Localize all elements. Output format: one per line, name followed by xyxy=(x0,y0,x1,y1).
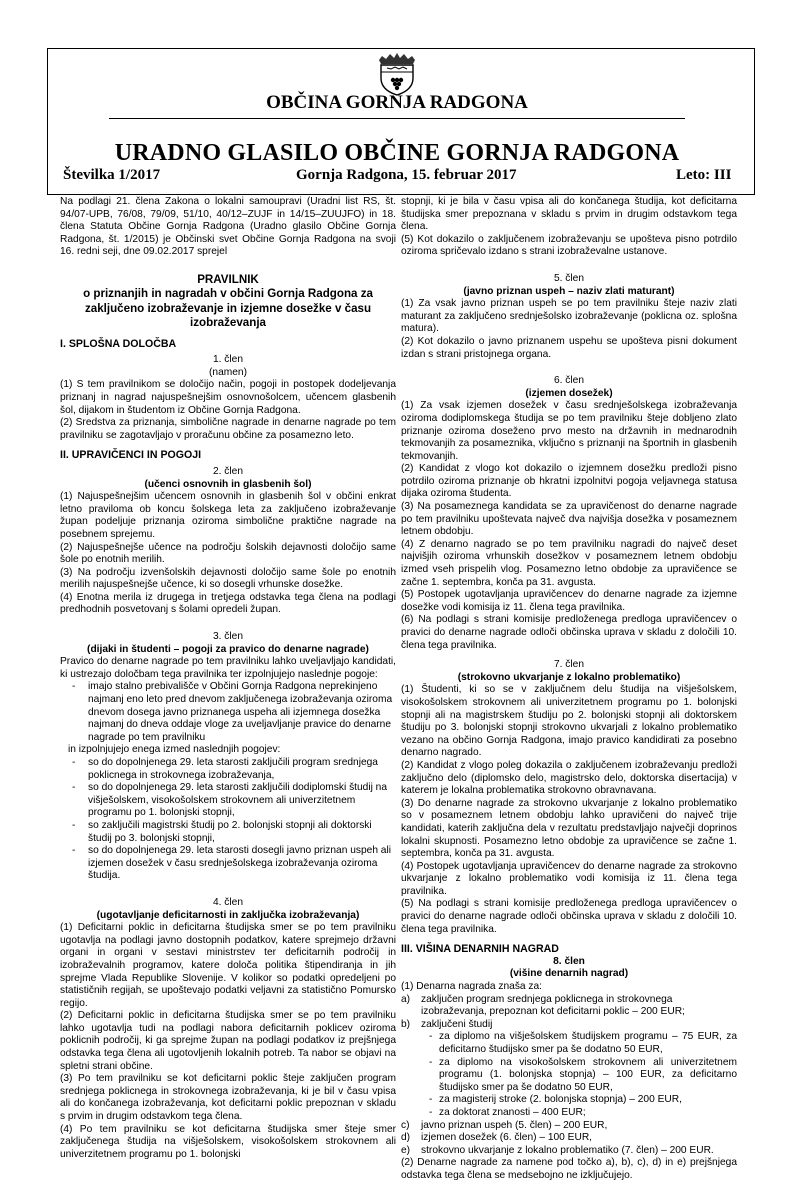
list-item xyxy=(401,1019,737,1032)
sub-item: - za diplomo na visokošolskem strokovnem ali univerzitetnem programu (1. bolonjska stopnja) – 100 EUR, za deficitarno študijsko smer pa še dodatno 50 EUR, xyxy=(401,1057,737,1095)
article-name: (izjemen dosežek) xyxy=(525,387,613,399)
paragraph: (4) Enotna merila iz drugega in tretjega odstavka tega člena na podlagi predhodnih posvetovanj s šolami opredeli župan. xyxy=(60,591,396,616)
article-name: (namen) xyxy=(209,366,247,378)
item-text: zaključen program srednjega poklicnega in strokovnega izobraževanja, prepoznan kot deficitarni poklic – 200 EUR; xyxy=(421,993,685,1018)
paragraph: (2) Najuspešnejše učence na področju šolskih dejavnosti določijo same šole po enotnih merilih. xyxy=(60,541,396,566)
item-label: b) xyxy=(401,1018,411,1030)
title-line: zaključeno izobraževanje in izjemne dosežke v času xyxy=(84,301,372,315)
paragraph: (1) Za vsak izjemen dosežek v času srednješolskega izobraževanja oziroma dodiplomskega študija se po tem pravilniku šteje dobljeno zlato priznanje oziroma doseženo prvo mesto na državnih in mednarodnih tekmovanjih za posameznika, vključno s priznanji na športnih in glasbenih tekmovanjih. xyxy=(401,400,737,462)
list-item xyxy=(401,1120,737,1133)
article-name: (učenci osnovnih in glasbenih šol) xyxy=(144,478,312,490)
article-name: (javno priznan uspeh – naziv zlati maturant) xyxy=(463,285,675,297)
municipality-name: OBČINA GORNJA RADGONA xyxy=(266,92,528,113)
item-text: zaključeni študij xyxy=(421,1018,493,1030)
article-name: (ugotavljanje deficitarnosti in zaključka izobraževanja) xyxy=(96,909,360,921)
paragraph: (3) Do denarne nagrade za strokovno ukvarjanje z lokalno problematiko so v posameznem letnem obdobju lahko upravičeni do največ trije kandidati, katerih zaključna dela v rezultatu predstavljajo največji doprinos lokalni skupnosti. Posamezno letno obdobje za upravičence se začne 1. septembra, konča pa 31. avgusta. xyxy=(401,797,737,860)
paragraph: (2) Kot dokazilo o javno priznanem uspehu se upošteva pisni dokument izdan s strani pristojnega organa. xyxy=(401,335,737,360)
gazette-title: URADNO GLASILO OBČINE GORNJA RADGONA xyxy=(114,140,680,166)
paragraph: (6) Na podlagi s strani komisije predloženega predloga upravičencev o pravici do denarne nagrade odloči občinska uprava v skladu z določili 10. člena tega pravilnika. xyxy=(401,614,737,651)
paragraph: (3) Na posameznega kandidata se za upravičenost do denarne nagrade po tem pravilniku upoštevata največ dva najvišja dosežka v posameznem letnem obdobju. xyxy=(401,501,737,538)
list-item: - so do dopolnjenega 29. leta starosti zaključili program srednjega poklicnega in strokovnega izobraževanja, xyxy=(60,757,396,782)
paragraph: (1) Študenti, ki so se v zaključnem delu študija na višješolskem, visokošolskem strokovnem ali univerzitetnem programu po 1. bolonjski stopnji ali na magistrskem študiju po 2. bolonjski stopnji ali doktorskem študiju po 3. bolonjski stopnji strokovno ukvarjali z lokalno problematiko vezano na občino Gornja Radgona, imajo pravico kandidirati za posebno denarno nagrado. xyxy=(401,684,737,759)
list-item xyxy=(401,994,737,1019)
article-number: 2. člen xyxy=(212,465,243,477)
paragraph: (2) Deficitarni poklic in deficitarna študijska smer se po tem pravilniku lahko ugotavlja tudi na podlagi nabora deficitarnih poklicev oziroma poklicnih področij, ki ga sprejme župan na podlagi podatkov iz prejšnjega odstavka tega člena ali ugotovljenih lokalnih potreb. Ta nabor se objavi na spletni strani občine. xyxy=(60,1010,396,1072)
article-number: 6. člen xyxy=(553,375,584,387)
list-item: - so do dopolnjenega 29. leta starosti zaključili dodiplomski študij na višješolskem, visokošolskem strokovnem ali univerzitetnem programu po 1. bolonjski stopnji, xyxy=(60,782,396,820)
paragraph: (1) Denarna nagrada znaša za: xyxy=(401,981,543,993)
condition-list xyxy=(60,757,396,883)
paragraph: stopnji, ki je bila v času vpisa ali do končanega študija, kot deficitarna študijska smer prepoznana v skladu s prvim in drugim odstavkom tega člena. xyxy=(401,196,737,233)
section-heading: I. SPLOŠNA DOLOČBA xyxy=(60,337,177,350)
title-line: PRAVILNIK xyxy=(197,272,259,286)
section-heading: II. UPRAVIČENCI IN POGOJI xyxy=(60,449,202,462)
title-line: o priznanjih in nagradah v občini Gornja Radgona za xyxy=(83,287,373,301)
paragraph: (4) Z denarno nagrado se po tem pravilniku nagradi do največ deset najvišjih oziroma vrhunskih dosežkov v posameznem letnem obdobju izmed vseh prispelih vlog. Posamezno letno obdobje za upravičence se začne 1. septembra, konča pa 31. avgusta. xyxy=(401,538,737,588)
sub-item: - za magisterij stroke (2. bolonjska stopnja) – 200 EUR, xyxy=(401,1094,737,1107)
preamble: Na podlagi 21. člena Zakona o lokalni samoupravi (Uradni list RS, št. 94/07-UPB, 76/08, 79/09, 51/10, 40/12–ZUJF in 14/15–ZUUJFO) in 18. člena Statuta Občine Gornja Radgona (Uradno glasilo Občine Gornja Radgona, št. 1/2015) je Občinski svet Občine Gornja Radgona na svoji 16. redni seji, dne 09.02.2017 sprejel xyxy=(60,196,396,258)
sub-item: - za diplomo na višješolskem študijskem programu – 75 EUR, za deficitarno študijsko smer pa še dodatno 50 EUR, xyxy=(401,1031,737,1056)
paragraph: (2) Kandidat z vlogo poleg dokazila o zaključenem izobraževanju predloži zaključno delo (diplomsko delo, magistrsko delo, doktorska disertacija) v katerem je lokalna problematika strokovno obravnavana. xyxy=(401,759,737,797)
article-number: 5. člen xyxy=(553,272,584,284)
article-number: 7. člen xyxy=(553,659,584,671)
item-text: izjemen dosežek (6. člen) – 100 EUR, xyxy=(421,1132,593,1144)
paragraph: (1) Deficitarni poklic in deficitarna študijska smer se po tem pravilniku ugotavlja na podlagi javno dostopnih podatkov, katere sprejmejo državni organi in organi v sestavi ministrstev ter deficitarnih področij in izobraževalnih programov, katere določa politika štipendiranja in jih sprejme Vlada Republike Slovenije. V kolikor so podatki opredeljeni po statističnih regijah, se upoštevajo podatki veljavni za statistično Pomursko regijo. xyxy=(60,922,396,1009)
paragraph: (5) Na podlagi s strani komisije predloženega predloga upravičencev o pravici do denarne nagrade odloči občinska uprava v skladu z določili 10. člena tega pravilnika. xyxy=(401,898,737,935)
item-label: e) xyxy=(401,1144,411,1156)
paragraph: (4) Postopek ugotavljanja upravičencev do denarne nagrade za strokovno ukvarjanje z lokalno problematiko vodi komisija iz 11. člena tega pravilnika. xyxy=(401,860,737,897)
title-line: izobraževanja xyxy=(189,316,267,330)
place-date: Gornja Radgona, 15. februar 2017 xyxy=(296,167,517,183)
header-divider xyxy=(109,118,685,119)
item-label: c) xyxy=(401,1119,410,1131)
sub-item: - za doktorat znanosti – 400 EUR; xyxy=(401,1107,737,1120)
section-heading: III. VIŠINA DENARNIH NAGRAD xyxy=(401,943,559,956)
paragraph: (3) Na področju izvenšolskih dejavnosti določijo same šole po enotnih merilih najuspešnejše učence, ki so dosegli vrhunske dosežke. xyxy=(60,566,396,591)
paragraph: Pravico do denarne nagrade po tem pravilniku lahko uveljavljajo kandidati, ki ustrezajo določbam tega pravilnika ter izpolnjujejo naslednje pogoje: xyxy=(60,656,396,680)
paragraph: (2) Denarne nagrade za namene pod točko a), b), c), d) in e) prejšnjega odstavka tega člena se medsebojno ne izključujejo. xyxy=(401,1157,737,1181)
right-column xyxy=(401,196,737,1183)
article-number: 4. člen xyxy=(212,896,243,908)
condition-list xyxy=(60,681,396,744)
paragraph: (4) Po tem pravilniku se kot deficitarna študijska smer šteje smer zaključenega študija na višješolskem, visokošolskem strokovnem ali univerzitetnem programu po 1. bolonjski xyxy=(60,1123,396,1160)
list-item xyxy=(401,1145,737,1158)
issue-number: Številka 1/2017 xyxy=(63,167,161,183)
article-number: 8. člen xyxy=(553,955,585,967)
paragraph: (2) Kandidat z vlogo kot dokazilo o izjemnem dosežku predloži pisno potrdilo oziroma priznanje ob hkratni izpolnitvi pogoja veljavnega statusa dijaka oziroma študenta. xyxy=(401,463,737,500)
list-item: - so zaključili magistrski študij po 2. bolonjski stopnji ali doktorski študij po 3. bolonjski stopnji, xyxy=(60,820,396,845)
article-number: 3. člen xyxy=(212,631,243,643)
paragraph: (1) S tem pravilnikom se določijo način, pogoji in postopek dodeljevanja priznanj in nagrad najuspešnejšim osnovnošolcem, učencem glasbenih šol, dijakom in študentom iz Občine Gornja Radgona. xyxy=(60,379,396,416)
left-column xyxy=(60,196,396,1161)
article-name: (višine denarnih nagrad) xyxy=(509,968,629,980)
item-label: a) xyxy=(401,993,411,1005)
regulation-title xyxy=(60,273,396,331)
coat-of-arms-icon xyxy=(373,50,421,96)
paragraph: (5) Postopek ugotavljanja upravičencev do denarne nagrade za izjemne dosežke vodi komisija iz 11. člena tega pravilnika. xyxy=(401,589,737,613)
paragraph: (3) Po tem pravilniku se kot deficitarni poklic šteje zaključen program srednjega poklicnega in strokovnega izobraževanja, ki je bil v času vpisa ali do končanega izobraževanja, kot deficitarni poklic prepoznan v skladu s prvim in drugim odstavkom tega člena. xyxy=(60,1073,396,1123)
item-text: strokovno ukvarjanje z lokalno problematiko (7. člen) – 200 EUR. xyxy=(421,1144,714,1156)
paragraph: (5) Kot dokazilo o zaključenem izobraževanju se upošteva pisno potrdilo oziroma spričevalo izdano s strani izobraževalne ustanove. xyxy=(401,233,737,258)
list-item xyxy=(401,1132,737,1145)
paragraph: (1) Najuspešnejšim učencem osnovnih in glasbenih šol v občini enkrat letno praviloma ob koncu šolskega leta za zaključeno izobraževanje župan podeljuje priznanja oziroma simbolične praktične nagrade na posebnem sprejemu. xyxy=(60,491,396,540)
volume-year: Leto: III xyxy=(676,167,732,183)
list-item: - so do dopolnjenega 29. leta starosti dosegli javno priznan uspeh ali izjemen dosežek v času srednješolskega izobraževanja oziroma študija. xyxy=(60,845,396,883)
item-label: d) xyxy=(401,1132,411,1144)
paragraph: (2) Sredstva za priznanja, simbolične nagrade in denarne nagrade po tem pravilniku se zagotavljajo v proračunu občine za posamezno leto. xyxy=(60,417,396,441)
article-name: (dijaki in študenti – pogoji za pravico do denarne nagrade) xyxy=(87,643,369,655)
article-name: (strokovno ukvarjanje z lokalno problematiko) xyxy=(457,671,681,683)
item-text: javno priznan uspeh (5. člen) – 200 EUR, xyxy=(421,1119,608,1131)
list-item: - imajo stalno prebivališče v Občini Gornja Radgona neprekinjeno najmanj eno leto pred dnevom zaključenega izobraževanja oziroma dnevom dosega javno priznanega uspeha ali izjemnega dosežka najmanj do dneva oddaje vloge za uveljavljanje pravice do denarne nagrade po tem pravilniku xyxy=(60,681,396,744)
article-number: 1. člen xyxy=(212,354,243,366)
paragraph: (1) Za vsak javno priznan uspeh se po tem pravilniku šteje naziv zlati maturant za zaključeno srednješolsko izobraževanje (poklicna oz. splošna matura). xyxy=(401,298,737,335)
paragraph: in izpolnjujejo enega izmed naslednjih pogojev: xyxy=(68,744,281,756)
